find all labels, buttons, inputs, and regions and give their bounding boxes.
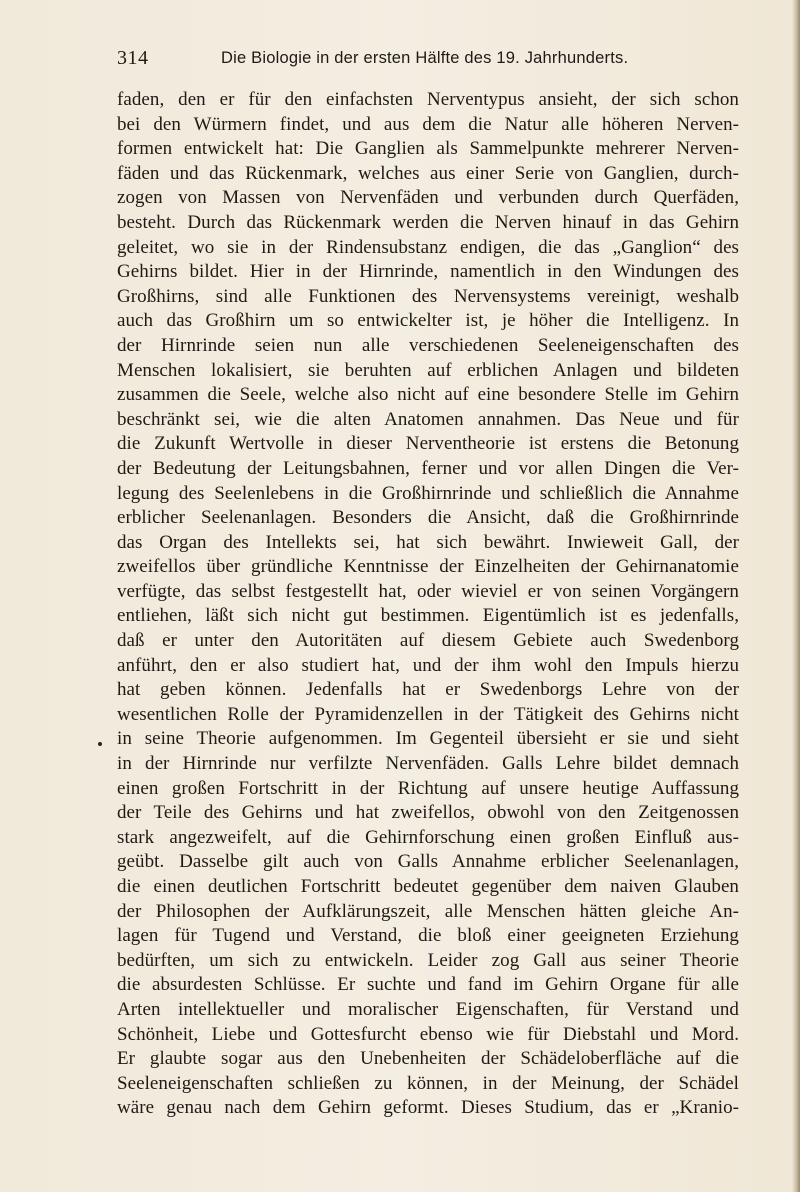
text-line: geübt. Dasselbe gilt auch von Galls Annahme erblicher Seelenanlagen, [117, 851, 739, 873]
text-line: der Hirnrinde seien nun alle verschiedenen Seeleneigenschaften des [117, 334, 739, 356]
text-line: zogen von Massen von Nervenfäden und verbunden durch Querfäden, [117, 187, 739, 209]
margin-mark [98, 742, 102, 746]
running-head: Die Biologie in der ersten Hälfte des 19. Jahrhunderts. [221, 49, 629, 67]
text-line: Arten intellektueller und moralischer Eigenschaften, für Verstand und [117, 998, 739, 1020]
text-line: zusammen die Seele, welche also nicht auf eine besondere Stelle im Gehirn [117, 384, 739, 406]
text-line: beschränkt sei, wie die alten Anatomen annahmen. Das Neue und für [117, 408, 739, 430]
text-line: die absurdesten Schlüsse. Er suchte und fand im Gehirn Organe für alle [117, 974, 739, 996]
text-line: die einen deutlichen Fortschritt bedeutet gegenüber dem naiven Glauben [117, 876, 739, 897]
text-line: wäre genau nach dem Gehirn geformt. Dieses Studium, das er „Kranio- [117, 1097, 739, 1119]
text-line: Menschen lokalisiert, sie beruhten auf erblichen Anlagen und bildeten [117, 359, 739, 381]
text-line: formen entwickelt hat: Die Ganglien als Sammelpunkte mehrerer Nerven- [117, 138, 739, 160]
text-line: Großhirns, sind alle Funktionen des Nervensystems vereinigt, weshalb [117, 285, 739, 307]
text-line: der Bedeutung der Leitungsbahnen, ferner und vor allen Dingen die Ver- [117, 457, 739, 479]
text-line: Seeleneigenschaften schließen zu können, in der Meinung, der Schädel [117, 1072, 739, 1094]
text-line: der Philosophen der Aufklärungszeit, alle Menschen hätten gleiche An- [117, 900, 739, 922]
text-line: besteht. Durch das Rückenmark werden die Nerven hinauf in das Gehirn [117, 211, 739, 233]
page-header [117, 47, 737, 77]
text-line: daß er unter den Autoritäten auf diesem Gebiete auch Swedenborg [117, 630, 739, 652]
text-line: in der Hirnrinde nur verfilzte Nervenfäden. Galls Lehre bildet demnach [117, 753, 739, 775]
text-line: einen großen Fortschritt in der Richtung auf unsere heutige Auffassung [117, 777, 739, 799]
text-line: anführt, den er also studiert hat, und der ihm wohl den Impuls hierzu [117, 654, 739, 676]
text-line: Schönheit, Liebe und Gottesfurcht ebenso wie für Diebstahl und Mord. [117, 1023, 739, 1045]
text-line: auch das Großhirn um so entwickelter ist, je höher die Intelligenz. In [117, 310, 739, 332]
text-line: die Zukunft Wertvolle in dieser Nerventheorie ist erstens die Betonung [117, 433, 739, 455]
page-number: 314 [117, 47, 149, 69]
text-line: legung des Seelenlebens in die Großhirnrinde und schließlich die Annahme [117, 482, 739, 504]
text-line: erblicher Seelenanlagen. Besonders die Ansicht, daß die Großhirnrinde [117, 507, 739, 529]
text-line: hat geben können. Jedenfalls hat er Swedenborgs Lehre von der [117, 679, 739, 701]
text-line: entliehen, läßt sich nicht gut bestimmen. Eigentümlich ist es jedenfalls, [117, 605, 739, 627]
text-line: wesentlichen Rolle der Pyramidenzellen in der Tätigkeit des Gehirns nicht [117, 703, 739, 725]
page-edge-shadow [792, 0, 800, 1192]
text-line: bedürften, um sich zu entwickeln. Leider zog Gall aus seiner Theorie [117, 949, 739, 971]
text-line: faden, den er für den einfachsten Nerventypus ansieht, der sich schon [117, 89, 739, 110]
text-line: fäden und das Rückenmark, welches aus einer Serie von Ganglien, durch- [117, 162, 739, 184]
text-line: lagen für Tugend und Verstand, die bloß einer geeigneten Erziehung [117, 925, 739, 947]
body-text [117, 88, 739, 1121]
text-line: das Organ des Intellekts sei, hat sich bewährt. Inwieweit Gall, der [117, 531, 739, 553]
text-line: der Teile des Gehirns und hat zweifellos, obwohl von den Zeitgenossen [117, 802, 739, 824]
text-line: Er glaubte sogar aus den Unebenheiten der Schädeloberfläche auf die [117, 1048, 739, 1070]
text-line: zweifellos über gründliche Kenntnisse der Einzelheiten der Gehirnanatomie [117, 556, 739, 578]
text-line: stark angezweifelt, auf die Gehirnforschung einen großen Einfluß aus- [117, 826, 739, 848]
text-line: bei den Würmern findet, und aus dem die Natur alle höheren Nerven- [117, 113, 739, 135]
text-line: verfügte, das selbst festgestellt hat, oder wieviel er von seinen Vorgängern [117, 580, 739, 602]
text-line: Gehirns bildet. Hier in der Hirnrinde, namentlich in den Windungen des [117, 261, 739, 283]
text-line: geleitet, wo sie in der Rindensubstanz endigen, die das „Ganglion“ des [117, 236, 739, 258]
text-line: in seine Theorie aufgenommen. Im Gegenteil übersieht er sie und sieht [117, 728, 739, 750]
